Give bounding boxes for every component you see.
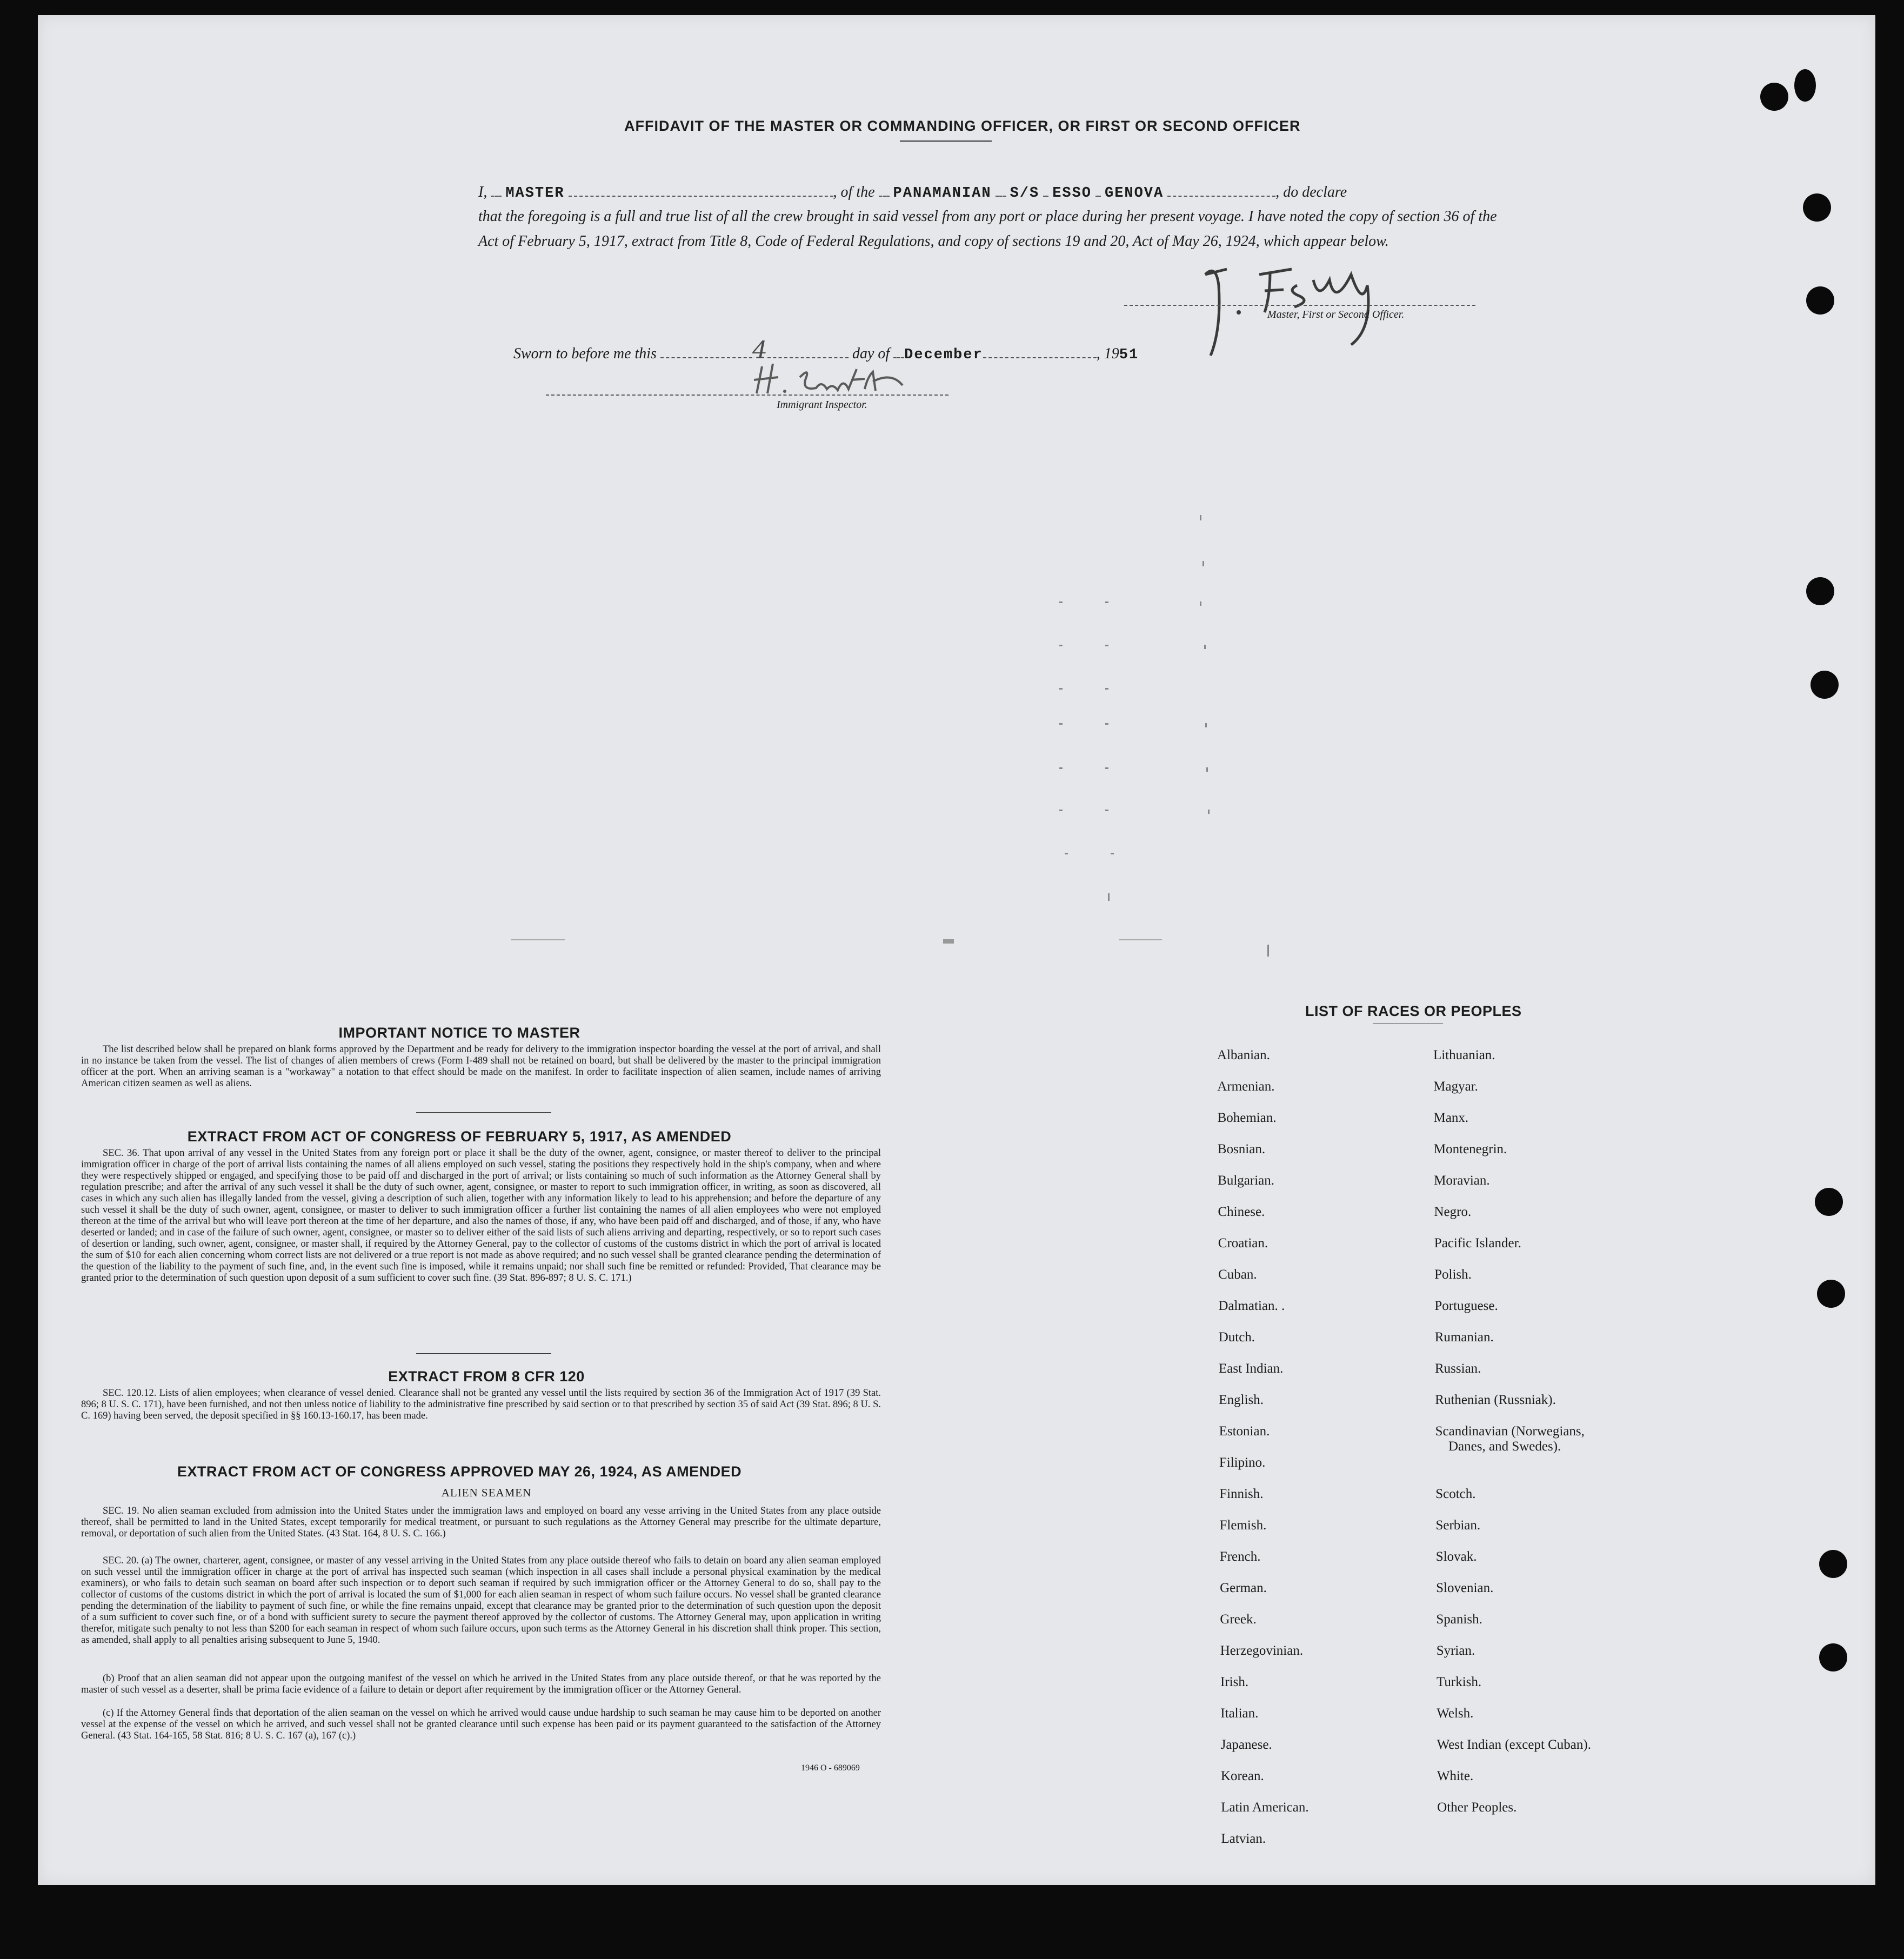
race-item: Welsh. bbox=[1437, 1706, 1474, 1721]
day-field: 4 bbox=[752, 337, 767, 364]
master-signature-line bbox=[1124, 305, 1475, 306]
year-field: 51 bbox=[1119, 347, 1139, 363]
race-item: Filipino. bbox=[1219, 1455, 1266, 1470]
race-item: Lithuanian. bbox=[1433, 1048, 1495, 1062]
race-item: Slovak. bbox=[1435, 1549, 1477, 1564]
title-rule bbox=[900, 141, 992, 142]
extract-1924-title: EXTRACT FROM ACT OF CONGRESS APPROVED MAY 26, 1924, AS AMENDED bbox=[177, 1463, 742, 1480]
extract-1924-sec19: SEC. 19. No alien seaman excluded from admission into the United States under the immigration laws and employed on board any vesse arriving in the United States from any place outside thereof, shall be permitted to land in the United States, except temporarily for medical treatment, or pursuant to such regulations as the Attorney General may prescribe for the ultimate departure, removal, or deportation of such alien from the United States. (43 Stat. 164, 8 U. S. C. 166.) bbox=[81, 1506, 881, 1539]
race-item: Korean. bbox=[1220, 1769, 1264, 1783]
punch-hole bbox=[1760, 83, 1788, 111]
race-item: German. bbox=[1220, 1581, 1267, 1595]
race-item: West Indian (except Cuban). bbox=[1437, 1737, 1591, 1752]
race-item: Manx. bbox=[1433, 1111, 1469, 1125]
of-the-label: , of the bbox=[833, 184, 875, 200]
race-item: White. bbox=[1437, 1769, 1474, 1783]
race-item: Bohemian. bbox=[1217, 1111, 1277, 1125]
race-item: Albanian. bbox=[1217, 1048, 1270, 1062]
punch-hole bbox=[1811, 671, 1839, 699]
notice-body: The list described below shall be prepared on blank forms approved by the Department and be ready for delivery to the immigration inspector boarding the vessel at the port of arrival, and shall in no instance be taken from the vessel. The list of changes of alien members of crews (Form I-489 shall not be retained on board, but shall be delivered by the master to the principal immigration officer at the port. When an arriving seaman is a "workaway" a notation to that effect should be made on the manifest. In order to facilitate inspection of alien seamen, include names of arriving American citizen seamen as well as aliens. bbox=[81, 1044, 881, 1089]
race-item: Montenegrin. bbox=[1433, 1142, 1507, 1156]
affidavit-title: AFFIDAVIT OF THE MASTER OR COMMANDING OFFICER, OR FIRST OR SECOND OFFICER bbox=[624, 118, 1301, 134]
extract-1924-sec20c: (c) If the Attorney General finds that deportation of the alien seaman on the vessel on which he arrived would cause undue hardship to such seaman he may cause him to be deported on another vessel at the expense of the vessel on which he arrived, and such vessel shall not be granted clearance until such expense has been paid or its payment guaranteed to the satisfaction of the Attorney General. (43 Stat. 164-165, 58 Stat. 816; 8 U. S. C. 167 (a), 167 (c).) bbox=[81, 1708, 881, 1741]
extract-1924-sec20a: SEC. 20. (a) The owner, charterer, agent, consignee, or master of any vessel arriving in the United States from any place outside thereof who fails to detain on board any alien seaman employed on such vessel until the immigration officer in charge at the port of arrival has inspected such seaman (which inspection in all cases shall include a personal physical examination by the medical examiners), or who fails to detain such seaman on board after such inspection or to deport such seaman if required by such immigration officer or the Attorney General to do so, shall pay to the collector of customs of the customs district in which the port of arrival is located the sum of $1,000 for each alien seaman in respect of whom such failure occurs. No vessel shall be granted clearance pending the determination of the liability to payment of such fine, or while the fine remains unpaid, except that clearance may be granted prior to the determination of such question upon the deposit of a sum sufficient to cover such fine, or of a bond with sufficient surety to secure the payment thereof approved by the collector of customs. The Attorney General may, upon application in writing therefor, mitigate such penalty to not less than $200 for each seaman in respect of whom such failure occurs, upon such terms as the Attorney General in his discretion shall think proper. This section, as amended, shall apply to all penalties arising subsequent to June 5, 1940. bbox=[81, 1555, 881, 1646]
nationality-field: PANAMANIAN bbox=[893, 185, 992, 202]
extract-1917-body: SEC. 36. That upon arrival of any vessel in the United States from any foreign port or place it shall be the duty of the owner, agent, consignee, or master thereof to deliver to the principal immigration officer in charge of the port of arrival lists containing the names of all aliens employed on such vessel, stating the positions they respectively hold in the ship's company, when and where they were respectively shipped or engaged, and specifying those to be paid off and discharged in the port of arrival; or lists containing so much of such information as the Attorney General shall by regulation prescribe; and after the arrival of any such vessel it shall be the duty of such owner, agent, consignee, or master to report to such immigration officer, in writing, as soon as discovered, all cases in which any such alien has illegally landed from the vessel, giving a description of such alien, together with any information likely to lead to his apprehension; and before the departure of any such vessel it shall be the duty of such owner, agent, consignee, or master to deliver to such immigration officer a further list containing the names of all alien employees who were not employed thereon at the time of the arrival but who will leave port thereon at the time of her departure, and also the names of those, if any, who have been paid off and discharged, and of those, if any, who have deserted or landed; and in case of the failure of such owner, agent, consignee, or master so to deliver either of the said lists of such aliens arriving and departing, respectively, or so to report such cases of desertion or landing, such owner, agent, consignee, or master shall, if required by the Attorney General, pay to the collector of customs of the customs district in which the port of arrival is located the sum of $10 for each alien concerning whom correct lists are not delivered or a true report is not made as above required; and no such vessel shall be granted clearance pending the determination of the question of the liability to the payment of such fine, and, in the event such fine is imposed, while it remains unpaid; nor shall such fine be remitted or refunded: Provided, That clearance may be granted prior to the determination of such question upon deposit of a sum sufficient to cover such fine. (39 Stat. 896-897; 8 U. S. C. 171.) bbox=[81, 1148, 881, 1283]
race-item: Irish. bbox=[1220, 1675, 1249, 1689]
race-item: French. bbox=[1219, 1549, 1261, 1564]
race-item: Latin American. bbox=[1221, 1800, 1309, 1815]
vessel-type-field: S/S bbox=[1010, 185, 1040, 202]
rank-field: MASTER bbox=[505, 185, 565, 202]
race-item: Slovenian. bbox=[1436, 1581, 1494, 1595]
i-label: I, bbox=[478, 184, 487, 200]
declaration-line bbox=[478, 184, 1505, 202]
extract-1924-sec20b: (b) Proof that an alien seaman did not appear upon the outgoing manifest of the vessel on which he arrived in the United States from any place outside thereof, or that he was reported by the master of such vessel as a deserter, shall be prima facie evidence of a failure to detain or deport after requirement by the immigration officer or the Attorney General. bbox=[81, 1673, 881, 1695]
inspector-signature-line bbox=[546, 395, 948, 396]
month-field: December bbox=[904, 347, 983, 363]
race-item: Latvian. bbox=[1221, 1831, 1266, 1846]
sworn-label: Sworn to before me this bbox=[513, 345, 657, 362]
inspector-label: Immigrant Inspector. bbox=[777, 399, 867, 411]
race-item: Cuban. bbox=[1218, 1267, 1257, 1282]
punch-hole bbox=[1806, 286, 1834, 315]
races-title: LIST OF RACES OR PEOPLES bbox=[1305, 1003, 1522, 1019]
race-item: Bulgarian. bbox=[1218, 1173, 1275, 1188]
document-sheet bbox=[38, 15, 1875, 1885]
sworn-line: Sworn to before me this 4 day of December , 1951 bbox=[513, 337, 1139, 364]
race-item: English. bbox=[1219, 1393, 1264, 1407]
race-item: Italian. bbox=[1220, 1706, 1259, 1721]
extract-1917-title: EXTRACT FROM ACT OF CONGRESS OF FEBRUARY 5, 1917, AS AMENDED bbox=[187, 1128, 732, 1145]
race-item: Turkish. bbox=[1437, 1675, 1482, 1689]
extract-1924-subtitle: ALIEN SEAMEN bbox=[441, 1486, 532, 1499]
extract-cfr-body: SEC. 120.12. Lists of alien employees; when clearance of vessel denied. Clearance shall not be granted any vessel until the lists required by section 36 of the Immigration Act of 1917 (39 Stat. 896; 8 U. S. C. 171), have been furnished, and not then unless notice of liability to the administrative fine prescribed by said section or to that prescribed by section 35 of said Act (39 Stat. 896; 8 U. S. C. 169) having been served, the deposit specified in §§ 160.13-160.17, has been made. bbox=[81, 1388, 881, 1421]
punch-hole bbox=[1806, 577, 1834, 605]
punch-hole bbox=[1817, 1280, 1845, 1308]
race-item: Moravian. bbox=[1434, 1173, 1490, 1188]
race-item: Danes, and Swedes). bbox=[1448, 1439, 1561, 1454]
race-item: Ruthenian (Russniak). bbox=[1435, 1393, 1556, 1407]
race-item: Bosnian. bbox=[1217, 1142, 1266, 1156]
declaration-text: that the foregoing is a full and true list of all the crew brought in said vessel from any port or place during her present voyage. I have noted the copy of section 36 of the Act of February 5, 1917, extract from Title 8, Code of Federal Regulations, and copy of sections 19 and 20, Act of May 26, 1924, which appear below. bbox=[478, 208, 1497, 250]
race-item: Magyar. bbox=[1433, 1079, 1478, 1094]
race-item: Spanish. bbox=[1436, 1612, 1482, 1627]
race-item: Polish. bbox=[1434, 1267, 1472, 1282]
race-item: Rumanian. bbox=[1434, 1330, 1494, 1345]
punch-hole bbox=[1815, 1188, 1843, 1216]
section-rule bbox=[416, 1112, 551, 1113]
race-item: Scandinavian (Norwegians, bbox=[1435, 1424, 1585, 1439]
race-item: Syrian. bbox=[1436, 1643, 1475, 1658]
race-item: Scotch. bbox=[1435, 1487, 1476, 1501]
race-item: Croatian. bbox=[1218, 1236, 1268, 1251]
day-of-label: day of bbox=[852, 345, 890, 362]
punch-hole bbox=[1819, 1550, 1847, 1578]
race-item: Finnish. bbox=[1219, 1487, 1264, 1501]
race-item: Serbian. bbox=[1435, 1518, 1481, 1533]
race-item: Japanese. bbox=[1220, 1737, 1272, 1752]
race-item: Portuguese. bbox=[1434, 1299, 1498, 1313]
race-item: Other Peoples. bbox=[1437, 1800, 1517, 1815]
race-item: Greek. bbox=[1220, 1612, 1257, 1627]
officer-label: Master, First or Second Officer. bbox=[1267, 309, 1405, 320]
race-item: Dutch. bbox=[1218, 1330, 1255, 1345]
race-item: Negro. bbox=[1434, 1205, 1472, 1219]
section-rule bbox=[416, 1353, 551, 1354]
race-item: Herzegovinian. bbox=[1220, 1643, 1304, 1658]
extract-cfr-title: EXTRACT FROM 8 CFR 120 bbox=[388, 1368, 585, 1385]
race-item: Estonian. bbox=[1219, 1424, 1270, 1439]
vessel-name-field-2: GENOVA bbox=[1105, 185, 1164, 202]
race-item: Dalmatian. . bbox=[1218, 1299, 1285, 1313]
race-item: East Indian. bbox=[1219, 1361, 1284, 1376]
print-code: 1946 O - 689069 bbox=[801, 1763, 860, 1773]
do-declare-label: , do declare bbox=[1275, 184, 1347, 200]
race-item: Pacific Islander. bbox=[1434, 1236, 1521, 1251]
punch-hole bbox=[1803, 193, 1831, 222]
race-item: Flemish. bbox=[1219, 1518, 1267, 1533]
year-prefix: 19 bbox=[1104, 345, 1119, 362]
race-item: Russian. bbox=[1435, 1361, 1481, 1376]
punch-hole bbox=[1819, 1643, 1847, 1671]
vessel-name-field: ESSO bbox=[1052, 185, 1092, 202]
race-item: Armenian. bbox=[1217, 1079, 1275, 1094]
race-item: Chinese. bbox=[1218, 1205, 1265, 1219]
punch-hole bbox=[1794, 69, 1816, 102]
notice-title: IMPORTANT NOTICE TO MASTER bbox=[338, 1025, 580, 1041]
